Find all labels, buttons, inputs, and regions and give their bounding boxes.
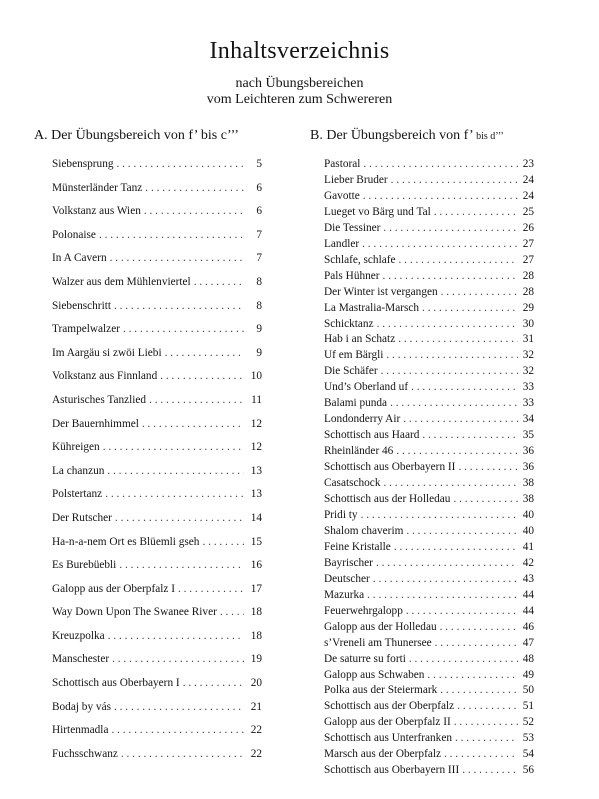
toc-entry bbox=[324, 492, 534, 508]
toc-entry-title: Schottisch aus Oberbayern III bbox=[324, 764, 460, 777]
toc-entry-title: Im Aargäu si zwöi Liebi bbox=[52, 346, 162, 359]
toc-entry bbox=[52, 676, 262, 700]
toc-entry-title: Shalom chaverim bbox=[324, 524, 404, 537]
toc-entry-page-number: 43 bbox=[522, 572, 534, 585]
toc-entry-title: Fuchsschwanz bbox=[52, 747, 118, 760]
subtitle-line-1: nach Übungsbereichen bbox=[235, 76, 364, 91]
toc-entry-page-number: 8 bbox=[256, 275, 262, 288]
toc-entry-title: Und’s Oberland uf bbox=[324, 381, 409, 394]
dot-leader bbox=[391, 173, 518, 187]
toc-entry-title: Bayrischer bbox=[324, 556, 373, 569]
toc-entry bbox=[324, 715, 534, 731]
dot-leader bbox=[363, 189, 518, 203]
toc-entry bbox=[52, 157, 262, 181]
dot-leader bbox=[99, 228, 244, 242]
toc-entry-page-number: 33 bbox=[522, 381, 534, 394]
toc-entry bbox=[324, 683, 534, 699]
dot-leader bbox=[363, 157, 518, 171]
toc-entry-page-number: 27 bbox=[522, 237, 534, 250]
dot-leader bbox=[457, 699, 518, 713]
dot-leader bbox=[373, 572, 518, 586]
toc-entry-page-number: 19 bbox=[250, 653, 262, 666]
dot-leader bbox=[376, 556, 518, 570]
toc-entry-title: Gavotte bbox=[324, 189, 360, 202]
toc-entry bbox=[324, 636, 534, 652]
toc-entry-page-number: 16 bbox=[250, 559, 262, 572]
toc-entry bbox=[324, 253, 534, 269]
section-b-list bbox=[324, 157, 534, 779]
toc-entry bbox=[324, 524, 534, 540]
toc-entry bbox=[324, 428, 534, 444]
toc-entry bbox=[52, 228, 262, 252]
toc-entry bbox=[324, 380, 534, 396]
dot-leader bbox=[454, 715, 518, 729]
toc-entry-page-number: 30 bbox=[522, 317, 534, 330]
dot-leader bbox=[383, 476, 518, 490]
toc-entry-page-number: 12 bbox=[250, 417, 262, 430]
toc-entry bbox=[324, 364, 534, 380]
dot-leader bbox=[440, 683, 518, 697]
toc-entry bbox=[52, 417, 262, 441]
toc-entry bbox=[52, 251, 262, 275]
toc-entry-title: Pastoral bbox=[324, 158, 361, 170]
toc-entry-page-number: 36 bbox=[522, 461, 534, 474]
toc-entry-title: Siebenschritt bbox=[52, 299, 111, 312]
toc-entry-page-number: 44 bbox=[522, 604, 534, 617]
toc-entry-page-number: 49 bbox=[522, 668, 534, 681]
dot-leader bbox=[145, 181, 244, 195]
toc-entry-page-number: 23 bbox=[522, 158, 534, 170]
toc-entry-title: Rheinländer 46 bbox=[324, 445, 394, 458]
dot-leader bbox=[383, 221, 518, 235]
dot-leader bbox=[362, 237, 518, 251]
toc-entry-page-number: 40 bbox=[522, 524, 534, 537]
toc-entry-title: Der Winter ist vergangen bbox=[324, 285, 438, 298]
toc-entry-title: Casatschock bbox=[324, 477, 381, 490]
toc-entry bbox=[324, 604, 534, 620]
toc-entry bbox=[52, 747, 262, 771]
toc-entry-title: Schottisch aus Haard bbox=[324, 429, 420, 442]
toc-entry-title: Pridi ty bbox=[324, 508, 358, 521]
dot-leader bbox=[434, 205, 518, 219]
toc-entry bbox=[324, 460, 534, 476]
toc-entry-page-number: 13 bbox=[250, 464, 262, 477]
toc-entry-title: Schottisch aus der Oberpfalz bbox=[324, 700, 455, 713]
toc-entry-page-number: 48 bbox=[522, 652, 534, 665]
toc-entry-page-number: 8 bbox=[256, 299, 262, 312]
dot-leader bbox=[403, 412, 518, 426]
toc-entry bbox=[52, 582, 262, 606]
dot-leader bbox=[427, 668, 518, 682]
toc-entry-title: Münsterländer Tanz bbox=[52, 181, 143, 194]
toc-entry-title: Schottisch aus Unterfranken bbox=[324, 732, 452, 745]
toc-entry bbox=[52, 558, 262, 582]
toc-entry-title: Walzer aus dem Mühlenviertel bbox=[52, 275, 191, 288]
toc-entry-page-number: 51 bbox=[522, 700, 534, 713]
toc-entry-page-number: 38 bbox=[522, 493, 534, 506]
toc-entry bbox=[324, 668, 534, 684]
toc-entry-page-number: 6 bbox=[256, 181, 262, 194]
toc-entry-title: Pals Hühner bbox=[324, 269, 380, 282]
toc-entry-title: Kühreigen bbox=[52, 441, 100, 454]
section-b-heading-main: B. Der Übungsbereich von f’ bbox=[310, 128, 473, 143]
toc-entry-title: Hab i an Schatz bbox=[324, 333, 396, 346]
toc-entry bbox=[52, 204, 262, 228]
toc-entry bbox=[324, 285, 534, 301]
dot-leader bbox=[455, 731, 518, 745]
toc-entry-title: Londonderry Air bbox=[324, 413, 401, 426]
toc-entry bbox=[52, 275, 262, 299]
dot-leader bbox=[361, 508, 518, 522]
toc-entry bbox=[324, 763, 534, 779]
toc-entry bbox=[324, 205, 534, 221]
toc-entry bbox=[52, 393, 262, 417]
dot-leader bbox=[114, 299, 244, 313]
dot-leader bbox=[220, 605, 244, 619]
toc-entry-page-number: 21 bbox=[250, 700, 262, 713]
toc-entry-title: Der Rutscher bbox=[52, 511, 112, 524]
toc-entry-page-number: 36 bbox=[522, 445, 534, 458]
dot-leader bbox=[435, 636, 518, 650]
dot-leader bbox=[381, 364, 518, 378]
toc-entry-title: Polka aus der Steiermark bbox=[324, 684, 438, 697]
toc-entry-page-number: 11 bbox=[251, 393, 262, 406]
toc-entry bbox=[52, 629, 262, 653]
toc-entry bbox=[324, 173, 534, 189]
toc-entry-page-number: 25 bbox=[522, 205, 534, 218]
dot-leader bbox=[458, 460, 518, 474]
toc-entry bbox=[324, 476, 534, 492]
toc-entry bbox=[52, 535, 262, 559]
toc-entry bbox=[324, 652, 534, 668]
dot-leader bbox=[390, 396, 518, 410]
toc-entry-page-number: 35 bbox=[522, 429, 534, 442]
toc-entry-title: Schottisch aus Oberbayern I bbox=[52, 677, 180, 690]
toc-entry-page-number: 24 bbox=[522, 173, 534, 186]
toc-entry-page-number: 15 bbox=[250, 535, 262, 548]
toc-entry-page-number: 27 bbox=[522, 253, 534, 266]
dot-leader bbox=[406, 524, 518, 538]
toc-entry bbox=[52, 700, 262, 724]
toc-entry-title: Die Schäfer bbox=[324, 365, 378, 378]
toc-entry-page-number: 12 bbox=[250, 441, 262, 454]
toc-entry-page-number: 6 bbox=[256, 205, 262, 218]
toc-entry-page-number: 53 bbox=[522, 732, 534, 745]
toc-entry-page-number: 34 bbox=[522, 413, 534, 426]
dot-leader bbox=[149, 393, 244, 407]
dot-leader bbox=[108, 629, 244, 643]
toc-entry bbox=[324, 348, 534, 364]
toc-entry-title: Schottisch aus der Holledau bbox=[324, 493, 451, 506]
toc-entry-page-number: 41 bbox=[522, 540, 534, 553]
dot-leader bbox=[110, 251, 244, 265]
toc-entry bbox=[324, 237, 534, 253]
dot-leader bbox=[386, 348, 518, 362]
toc-entry bbox=[324, 269, 534, 285]
toc-entry bbox=[324, 332, 534, 348]
toc-entry bbox=[324, 588, 534, 604]
dot-leader bbox=[183, 676, 244, 690]
dot-leader bbox=[396, 444, 518, 458]
toc-entry-title: Deutscher bbox=[324, 572, 370, 585]
toc-entry-title: Galopp aus Schwaben bbox=[324, 668, 425, 681]
toc-entry bbox=[52, 723, 262, 747]
toc-entry-title: Marsch aus der Oberpfalz bbox=[324, 748, 441, 761]
toc-entry-title: Landler bbox=[324, 237, 360, 250]
toc-entry-page-number: 18 bbox=[250, 629, 262, 642]
dot-leader bbox=[399, 253, 518, 267]
dot-leader bbox=[398, 332, 518, 346]
dot-leader bbox=[121, 747, 244, 761]
dot-leader bbox=[178, 582, 244, 596]
toc-entry-title: Volkstanz aus Wien bbox=[52, 205, 141, 218]
toc-entry-title: Siebensprung bbox=[52, 158, 114, 170]
toc-entry-page-number: 20 bbox=[250, 677, 262, 690]
toc-entry-page-number: 28 bbox=[522, 269, 534, 282]
toc-entry bbox=[52, 346, 262, 370]
toc-entry-title: Hirtenmadla bbox=[52, 724, 109, 737]
toc-entry bbox=[324, 747, 534, 763]
toc-entry-page-number: 33 bbox=[522, 397, 534, 410]
toc-entry bbox=[324, 396, 534, 412]
toc-entry-title: Lueget vo Bärg und Tal bbox=[324, 205, 431, 218]
dot-leader bbox=[105, 487, 244, 501]
toc-entry-title: Asturisches Tanzlied bbox=[52, 393, 147, 406]
toc-entry bbox=[324, 189, 534, 205]
toc-entry-page-number: 10 bbox=[250, 370, 262, 383]
dot-leader bbox=[142, 417, 244, 431]
toc-entry-page-number: 42 bbox=[522, 556, 534, 569]
toc-entry-title: Die Tessiner bbox=[324, 221, 381, 234]
dot-leader bbox=[119, 558, 244, 572]
toc-entry bbox=[52, 652, 262, 676]
dot-leader bbox=[409, 652, 518, 666]
toc-entry bbox=[324, 699, 534, 715]
toc-entry-title: La chanzun bbox=[52, 464, 105, 477]
toc-entry-page-number: 40 bbox=[522, 508, 534, 521]
toc-entry bbox=[324, 157, 534, 173]
toc-entry-page-number: 32 bbox=[522, 349, 534, 362]
section-b-heading-small: bis d’’’ bbox=[476, 131, 504, 142]
toc-entry bbox=[324, 412, 534, 428]
toc-entry-page-number: 54 bbox=[522, 748, 534, 761]
dot-leader bbox=[144, 204, 244, 218]
dot-leader bbox=[160, 369, 244, 383]
section-b-heading bbox=[310, 128, 504, 144]
dot-leader bbox=[383, 269, 518, 283]
toc-entry-page-number: 17 bbox=[250, 582, 262, 595]
toc-entry-page-number: 28 bbox=[522, 285, 534, 298]
toc-entry-title: Galopp aus der Oberpfalz II bbox=[324, 716, 451, 729]
dot-leader bbox=[406, 604, 518, 618]
toc-entry-title: In A Cavern bbox=[52, 252, 107, 265]
toc-entry-page-number: 56 bbox=[522, 764, 534, 777]
toc-entry-page-number: 31 bbox=[522, 333, 534, 346]
dot-leader bbox=[422, 301, 518, 315]
dot-leader bbox=[202, 535, 244, 549]
toc-entry bbox=[52, 181, 262, 205]
toc-entry-title: Der Bauernhimmel bbox=[52, 417, 139, 430]
toc-entry-page-number: 7 bbox=[256, 252, 262, 265]
dot-leader bbox=[117, 157, 245, 171]
toc-entry bbox=[324, 301, 534, 317]
toc-entry bbox=[324, 731, 534, 747]
toc-entry-page-number: 7 bbox=[256, 228, 262, 241]
dot-leader bbox=[111, 723, 244, 737]
toc-entry bbox=[324, 556, 534, 572]
toc-entry-title: Galopp aus der Oberpfalz I bbox=[52, 582, 175, 595]
dot-leader bbox=[453, 492, 518, 506]
toc-entry-title: Schlafe, schlafe bbox=[324, 253, 396, 266]
toc-entry bbox=[52, 440, 262, 464]
toc-entry bbox=[324, 572, 534, 588]
toc-entry-title: Trampelwalzer bbox=[52, 323, 120, 336]
dot-leader bbox=[112, 652, 244, 666]
dot-leader bbox=[123, 322, 244, 336]
dot-leader bbox=[107, 464, 244, 478]
toc-entry-title: Ha-n-a-nem Ort es Blüemli gseh bbox=[52, 535, 200, 548]
dot-leader bbox=[165, 346, 244, 360]
toc-entry-title: Bodaj by vás bbox=[52, 700, 111, 713]
toc-entry-page-number: 26 bbox=[522, 221, 534, 234]
toc-entry bbox=[324, 221, 534, 237]
toc-entry-page-number: 32 bbox=[522, 365, 534, 378]
toc-entry bbox=[52, 605, 262, 629]
toc-entry-title: s’Vreneli am Thunersee bbox=[324, 636, 432, 649]
dot-leader bbox=[194, 275, 244, 289]
section-a-heading: A. Der Übungsbereich von f’ bis c’’’ bbox=[34, 128, 239, 143]
dot-leader bbox=[440, 620, 518, 634]
toc-entry bbox=[324, 317, 534, 333]
toc-entry bbox=[324, 620, 534, 636]
dot-leader bbox=[394, 540, 518, 554]
toc-entry-title: Volkstanz aus Finnland bbox=[52, 370, 158, 383]
toc-entry bbox=[52, 299, 262, 323]
toc-entry bbox=[52, 322, 262, 346]
subtitle-line-2: vom Leichteren zum Schwereren bbox=[206, 92, 393, 107]
dot-leader bbox=[103, 440, 244, 454]
dot-leader bbox=[367, 588, 518, 602]
toc-entry-page-number: 9 bbox=[256, 346, 262, 359]
dot-leader bbox=[115, 511, 244, 525]
toc-entry-page-number: 38 bbox=[522, 477, 534, 490]
toc-entry-page-number: 29 bbox=[522, 301, 534, 314]
toc-entry-title: Schottisch aus Oberbayern II bbox=[324, 461, 456, 474]
toc-entry-page-number: 18 bbox=[250, 606, 262, 619]
dot-leader bbox=[411, 380, 518, 394]
toc-entry-page-number: 47 bbox=[522, 636, 534, 649]
dot-leader bbox=[441, 285, 518, 299]
toc-entry-title: La Mastralia-Marsch bbox=[324, 301, 420, 314]
page-title: Inhaltsverzeichnis bbox=[209, 38, 390, 64]
toc-entry bbox=[52, 464, 262, 488]
toc-entry-page-number: 52 bbox=[522, 716, 534, 729]
toc-entry-page-number: 13 bbox=[250, 488, 262, 501]
toc-entry-title: Polstertanz bbox=[52, 488, 103, 501]
dot-leader bbox=[377, 317, 518, 331]
toc-entry-title: Feine Kristalle bbox=[324, 540, 391, 553]
toc-entry-title: Es Burebüebli bbox=[52, 559, 117, 572]
toc-entry bbox=[52, 369, 262, 393]
toc-entry-page-number: 46 bbox=[522, 620, 534, 633]
dot-leader bbox=[462, 763, 518, 777]
toc-entry-title: Uf em Bärgli bbox=[324, 349, 384, 362]
dot-leader bbox=[114, 700, 244, 714]
toc-entry-page-number: 22 bbox=[250, 747, 262, 760]
toc-entry-title: Galopp aus der Holledau bbox=[324, 620, 437, 633]
toc-entry-page-number: 24 bbox=[522, 189, 534, 202]
toc-entry-page-number: 50 bbox=[522, 684, 534, 697]
toc-entry-title: Feuerwehrgalopp bbox=[324, 604, 403, 617]
toc-entry bbox=[324, 444, 534, 460]
toc-entry-title: Mazurka bbox=[324, 588, 365, 601]
toc-entry-page-number: 44 bbox=[522, 588, 534, 601]
toc-entry-title: Manschester bbox=[52, 653, 110, 666]
toc-entry-title: Schicktanz bbox=[324, 317, 374, 330]
dot-leader bbox=[422, 428, 518, 442]
toc-entry-title: De saturre su forti bbox=[324, 652, 406, 665]
toc-entry-title: Lieber Bruder bbox=[324, 173, 388, 186]
toc-entry-title: Balami punda bbox=[324, 397, 388, 410]
toc-entry-page-number: 9 bbox=[256, 323, 262, 336]
section-a-list bbox=[52, 157, 262, 770]
toc-entry bbox=[324, 540, 534, 556]
toc-entry-title: Polonaise bbox=[52, 228, 96, 241]
toc-entry-page-number: 14 bbox=[250, 511, 262, 524]
toc-entry-page-number: 22 bbox=[250, 724, 262, 737]
toc-entry-page-number: 5 bbox=[256, 158, 262, 170]
dot-leader bbox=[444, 747, 518, 761]
toc-entry bbox=[52, 511, 262, 535]
toc-entry-title: Way Down Upon The Swanee River bbox=[52, 606, 217, 619]
toc-entry bbox=[52, 487, 262, 511]
toc-entry bbox=[324, 508, 534, 524]
toc-entry-title: Kreuzpolka bbox=[52, 629, 105, 642]
